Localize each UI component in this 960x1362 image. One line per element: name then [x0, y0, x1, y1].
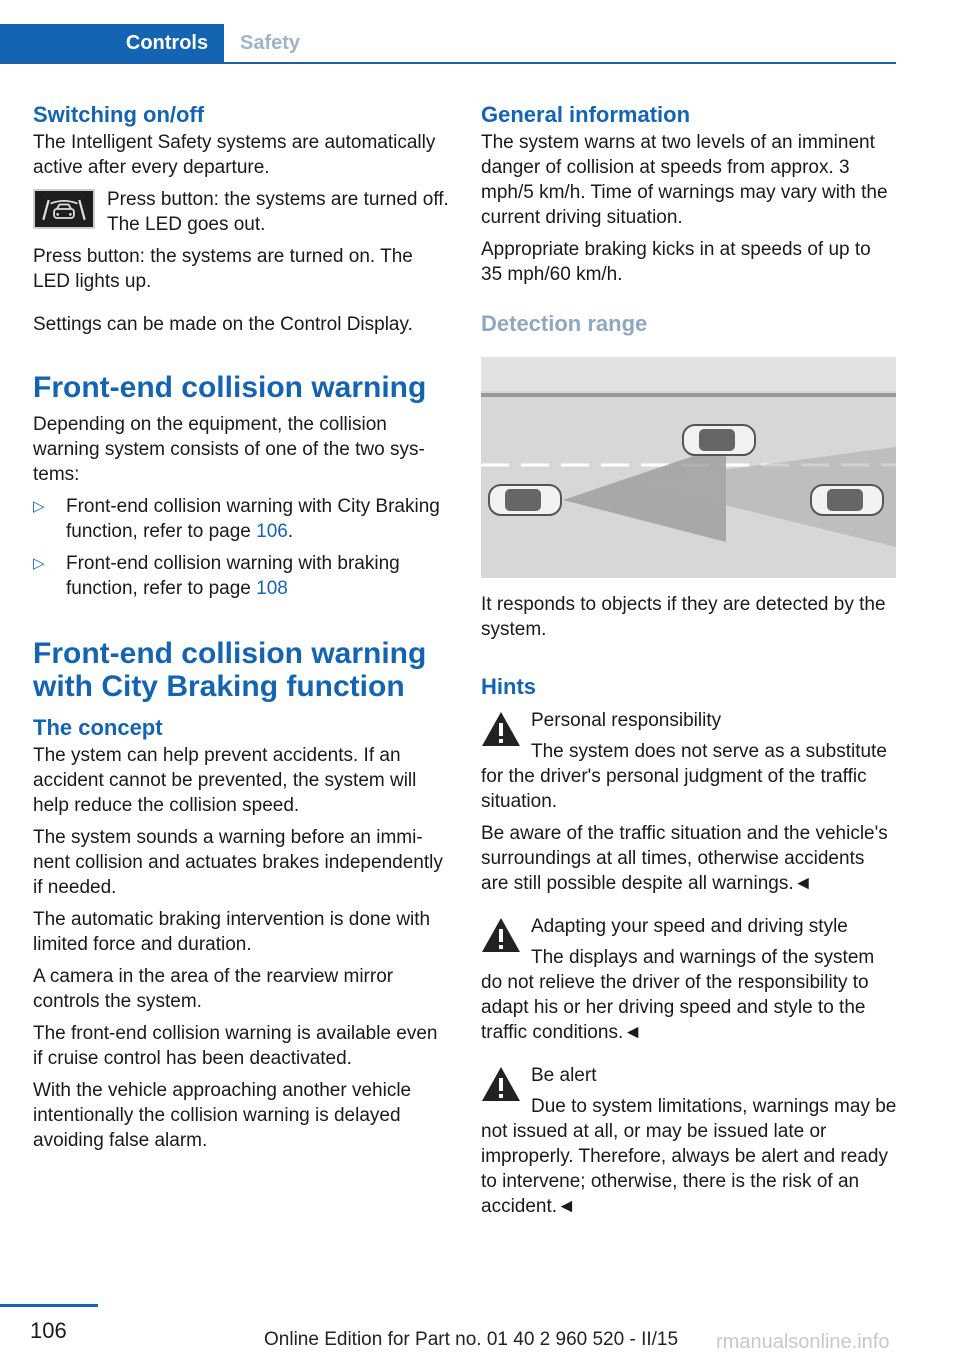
hint-paragraph: The displays and warnings of the system do not relieve the driver of the responsibility to adapt his or her driving speed and style to the traffic conditions.◄ — [481, 947, 875, 1043]
general-heading: General information — [481, 102, 691, 127]
car-icon — [489, 485, 561, 515]
triangle-bullet-icon: ▷ — [33, 555, 45, 572]
concept-paragraph-6: With the vehicle approaching another vehicle intentionally the collision warning is delayed avoiding false alarm. — [33, 1080, 412, 1151]
concept-heading: The concept — [33, 715, 163, 740]
page-link-106[interactable]: 106 — [256, 521, 288, 542]
page-number: 106 — [30, 1318, 67, 1343]
hint-title: Be alert — [531, 1065, 597, 1086]
city-braking-heading: Front-end collision warning with City Braking function — [33, 637, 427, 703]
edition-text: Online Edition for Part no. 01 40 2 960 520 - II/15 — [264, 1329, 679, 1350]
hint-paragraph: Be aware of the traffic situation and the vehicle's surroundings at all times, otherwise accidents are still possible despite all warnings.◄ — [481, 823, 888, 894]
switching-paragraph-1: The Intelligent Safety systems are automatically active after every departure. — [33, 132, 436, 178]
list-item-text: Front-end collision warning with City Braking function, refer to page — [66, 496, 440, 542]
warning-triangle-icon — [481, 710, 521, 748]
switching-heading: Switching on/off — [33, 102, 205, 127]
hint-personal-responsibility — [481, 708, 897, 896]
hint-adapting-speed — [481, 914, 897, 1045]
warning-triangle-icon — [481, 916, 521, 954]
concept-paragraph-5: The front-end collision warning is available even if cruise control has been deactivated. — [33, 1023, 438, 1069]
fcw-list — [33, 494, 449, 601]
collision-warning-button-icon — [33, 189, 95, 229]
concept-paragraph-2: The system sounds a warning before an imminent collision and actuates brakes independently if needed. — [33, 827, 443, 898]
concept-paragraph-3: The automatic braking intervention is done with limited force and duration. — [33, 909, 431, 955]
general-paragraph-2: Appropriate braking kicks in at speeds of up to 35 mph/60 km/h. — [481, 239, 871, 285]
switching-paragraph-3: Settings can be made on the Control Display. — [33, 314, 413, 335]
tab-safety[interactable]: Safety — [240, 32, 301, 54]
detection-caption: It responds to objects if they are detected by the system. — [481, 594, 886, 640]
car-icon — [683, 425, 755, 455]
car-icon — [811, 485, 883, 515]
detection-heading: Detection range — [481, 311, 648, 336]
hints-heading: Hints — [481, 674, 536, 699]
general-paragraph-1: The system warns at two levels of an imminent danger of collision at speeds from approx. 3 mph/5 km/h. Time of warnings may vary with the current driving situation. — [481, 132, 888, 228]
list-item — [33, 494, 449, 544]
switching-paragraph-2: Press button: the systems are turned on. The LED lights up. — [33, 246, 413, 292]
fcw-heading: Front-end collision warning — [33, 371, 427, 404]
concept-paragraph-1: The ystem can help prevent accidents. If an accident cannot be prevented, the system will help reduce the collision speed. — [33, 745, 417, 816]
page-link-108[interactable]: 108 — [256, 578, 288, 599]
button-instruction — [33, 187, 449, 237]
footer-divider — [0, 1304, 98, 1307]
list-item-end: . — [287, 521, 294, 542]
hint-title: Personal responsibility — [531, 710, 722, 731]
triangle-bullet-icon: ▷ — [33, 498, 45, 515]
fcw-paragraph: Depending on the equipment, the collision warning system consists of one of the two systems: — [33, 414, 425, 485]
hint-paragraph: Due to system limitations, warnings may be not issued at all, or may be issued late or improperly. Therefore, always be alert and ready to intervene; otherwise, there is the risk of an accident.◄ — [481, 1096, 897, 1217]
warning-triangle-icon — [481, 1065, 521, 1103]
detection-range-diagram — [481, 357, 896, 578]
button-instruction-text: Press button: the systems are turned off. The LED goes out. — [107, 189, 449, 235]
hint-be-alert — [481, 1063, 897, 1219]
list-item-text: Front-end collision warning with braking function, refer to page — [66, 553, 400, 599]
list-item — [33, 551, 449, 601]
concept-paragraph-4: A camera in the area of the rearview mirror controls the system. — [33, 966, 394, 1012]
left-column — [33, 100, 449, 1160]
watermark: rmanualsonline.info — [716, 1331, 890, 1353]
hint-paragraph: The system does not serve as a substitute for the driver's personal judgment of the traffic situation. — [481, 741, 887, 812]
header-bar — [0, 0, 896, 64]
right-column — [481, 100, 897, 1226]
tab-controls[interactable]: Controls — [0, 24, 224, 62]
hint-title: Adapting your speed and driving style — [531, 916, 848, 937]
